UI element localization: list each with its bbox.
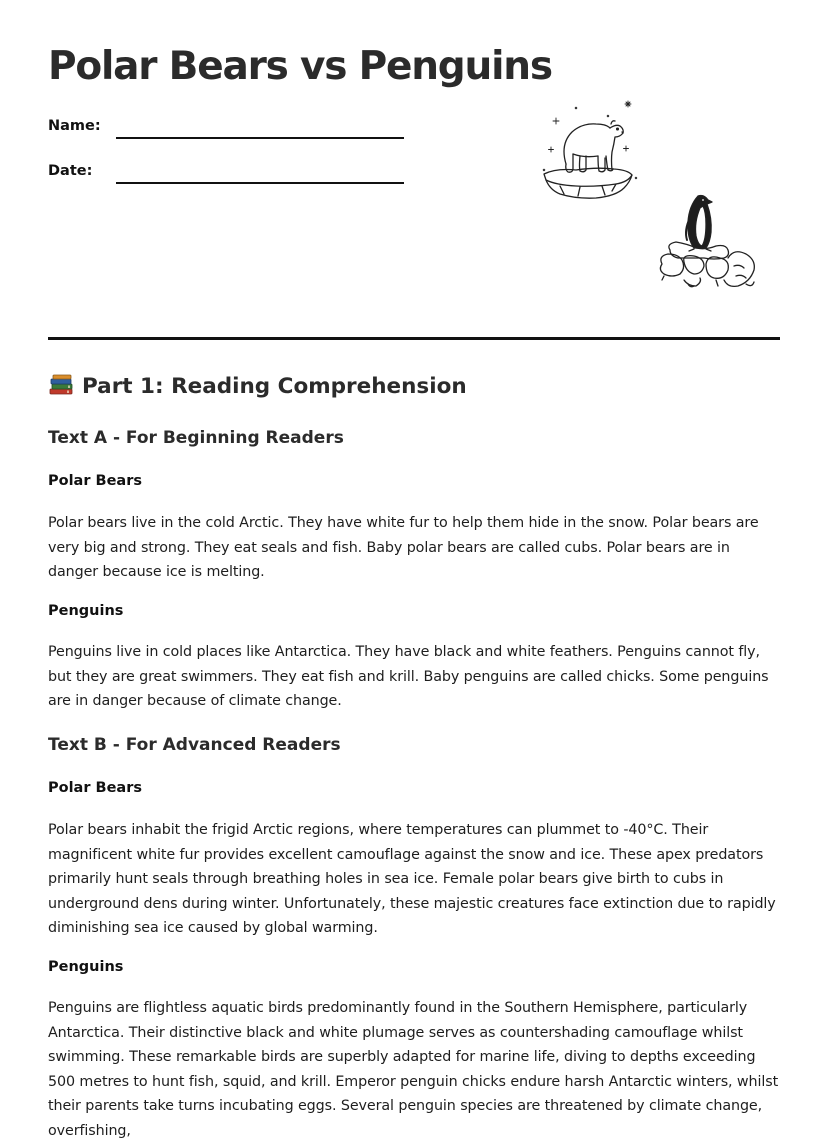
name-field[interactable]: [116, 137, 404, 139]
books-icon: [48, 374, 74, 396]
text-b-heading: Text B - For Advanced Readers: [48, 735, 341, 755]
text-a-polar-bears-heading: Polar Bears: [48, 473, 142, 489]
page-title: Polar Bears vs Penguins: [48, 44, 552, 89]
part1-heading: [48, 374, 467, 399]
text-a-penguins-heading: Penguins: [48, 603, 124, 619]
text-b-penguins-heading: Penguins: [48, 959, 124, 975]
text-b-polar-bears-paragraph: Polar bears inhabit the frigid Arctic regions, where temperatures can plummet to -40°C. Their magnificent white fur provides excellent camouflage against the snow and ice. These apex predators primarily hunt seals through breathing holes in sea ice. Female polar bears give birth to cubs in underground dens during winter. Unfortunately, these majestic creatures face extinction due to rapidly diminishing sea ice caused by global warming.: [48, 822, 776, 937]
polar-bear-illustration: [536, 96, 642, 204]
penguin-illustration: [654, 192, 760, 296]
section-divider: [48, 337, 780, 340]
text-b-polar-bears-heading: Polar Bears: [48, 780, 142, 796]
name-label: Name:: [48, 118, 101, 134]
text-a-penguins-paragraph: Penguins live in cold places like Antarctica. They have black and white feathers. Penguins cannot fly, but they are great swimmers. They eat fish and krill. Baby penguins are called chicks. Some penguins are in danger because of climate change.: [48, 644, 769, 710]
date-field[interactable]: [116, 182, 404, 184]
part1-heading-text: Part 1: Reading Comprehension: [82, 374, 467, 399]
text-a-heading: Text A - For Beginning Readers: [48, 428, 344, 448]
date-label: Date:: [48, 163, 93, 179]
text-a-polar-bears-paragraph: Polar bears live in the cold Arctic. They have white fur to help them hide in the snow. Polar bears are very big and strong. They eat seals and fish. Baby polar bears are called cubs. Polar bears are in danger because ice is melting.: [48, 515, 759, 581]
text-b-penguins-paragraph: Penguins are flightless aquatic birds predominantly found in the Southern Hemisphere, particularly Antarctica. Their distinctive black and white plumage serves as countershading camouflage whilst swimming. These remarkable birds are superbly adapted for marine life, diving to depths exceeding 500 metres to hunt fish, squid, and krill. Emperor penguin chicks endure harsh Antarctic winters, whilst their parents take turns incubating eggs. Several penguin species are threatened by climate change, overfishing,: [48, 1000, 779, 1139]
